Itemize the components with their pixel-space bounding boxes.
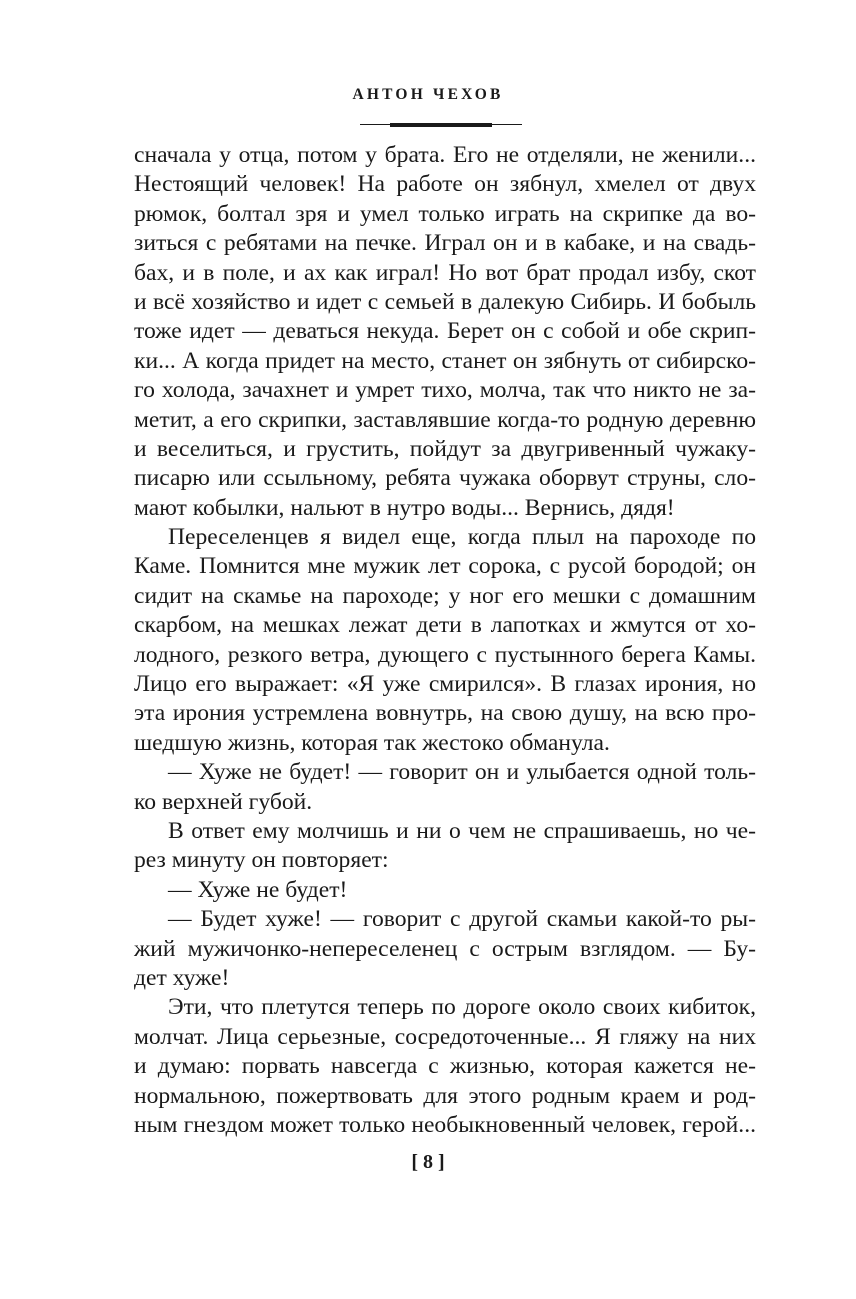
text-line: и веселиться, и грустить, пойдут за двугривенный чужаку- xyxy=(134,435,756,462)
text-line: лодного, резкого ветра, дующего с пустынного берега Камы. xyxy=(134,641,756,668)
text-line: ным гнездом может только необыкновенный человек, герой... xyxy=(134,1111,756,1138)
text-line: Лицо его выражает: «Я уже смирился». В глазах ирония, но xyxy=(134,671,756,698)
text-line: сидит на скамье на пароходе; у ног его мешки с домашним xyxy=(134,582,756,609)
text-line: метит, а его скрипки, заставлявшие когда-то родную деревню xyxy=(134,406,756,433)
text-line: тоже идет — деваться некуда. Берет он с собой и обе скрип- xyxy=(134,318,756,345)
text-line: скарбом, на мешках лежат дети в лапотках и жмутся от хо- xyxy=(134,612,756,639)
text-line: Переселенцев я видел еще, когда плыл на пароходе по xyxy=(168,524,756,551)
text-line: — Хуже не будет! xyxy=(168,876,348,903)
text-line: и думаю: порвать навсегда с жизнью, которая кажется не- xyxy=(134,1053,756,1080)
text-line: Каме. Помнится мне мужик лет сорока, с русой бородой; он xyxy=(134,553,756,580)
text-line: В ответ ему молчишь и ни о чем не спрашиваешь, но че- xyxy=(168,817,756,844)
text-line: ко верхней губой. xyxy=(134,788,313,815)
text-line: зиться с ребятами на печке. Играл он и в кабаке, и на свадь- xyxy=(134,230,756,257)
header-rule-accent xyxy=(390,123,492,127)
text-line: жий мужичонко-непереселенец с острым взглядом. — Бу- xyxy=(134,935,756,962)
text-line: го холода, зачахнет и умрет тихо, молча, так что никто не за- xyxy=(134,377,756,404)
text-line: мают кобылки, нальют в нутро воды... Вернись, дядя! xyxy=(134,494,675,521)
running-header xyxy=(0,86,856,104)
text-line: рез минуту он повторяет: xyxy=(134,847,389,874)
text-line: — Хуже не будет! — говорит он и улыбается одной толь- xyxy=(168,759,756,786)
text-line: Эти, что плетутся теперь по дороге около своих кибиток, xyxy=(168,994,756,1021)
body-text xyxy=(134,141,756,1140)
text-line: ки... А когда придет на место, станет он зябнуть от сибирско- xyxy=(134,347,756,374)
text-line: дет хуже! xyxy=(134,964,230,991)
running-title: АНТОН ЧЕХОВ xyxy=(352,86,504,103)
text-line: эта ирония устремлена вовнутрь, на свою душу, на всю про- xyxy=(134,700,756,727)
text-line: Нестоящий человек! На работе он зябнул, хмелел от двух xyxy=(134,171,756,198)
text-line: — Будет хуже! — говорит с другой скамьи какой-то ры- xyxy=(168,906,756,933)
text-line: нормальною, пожертвовать для этого родным краем и род- xyxy=(134,1082,756,1109)
text-line: молчат. Лица серьезные, сосредоточенные... Я гляжу на них xyxy=(134,1023,756,1050)
text-line: сначала у отца, потом у брата. Его не отделяли, не женили... xyxy=(134,142,756,168)
page-number: [ 8 ] xyxy=(411,1151,445,1173)
text-line: бах, и в поле, и ах как играл! Но вот брат продал избу, скот xyxy=(134,259,756,286)
text-line: рюмок, болтал зря и умел только играть на скрипке да во- xyxy=(134,200,756,227)
text-line: шедшую жизнь, которая так жестоко обманула. xyxy=(134,729,610,756)
text-line: писарю или ссыльному, ребята чужака оборвут струны, сло- xyxy=(134,465,756,492)
text-line: и всё хозяйство и идет с семьей в далекую Сибирь. И бобыль xyxy=(134,288,756,315)
